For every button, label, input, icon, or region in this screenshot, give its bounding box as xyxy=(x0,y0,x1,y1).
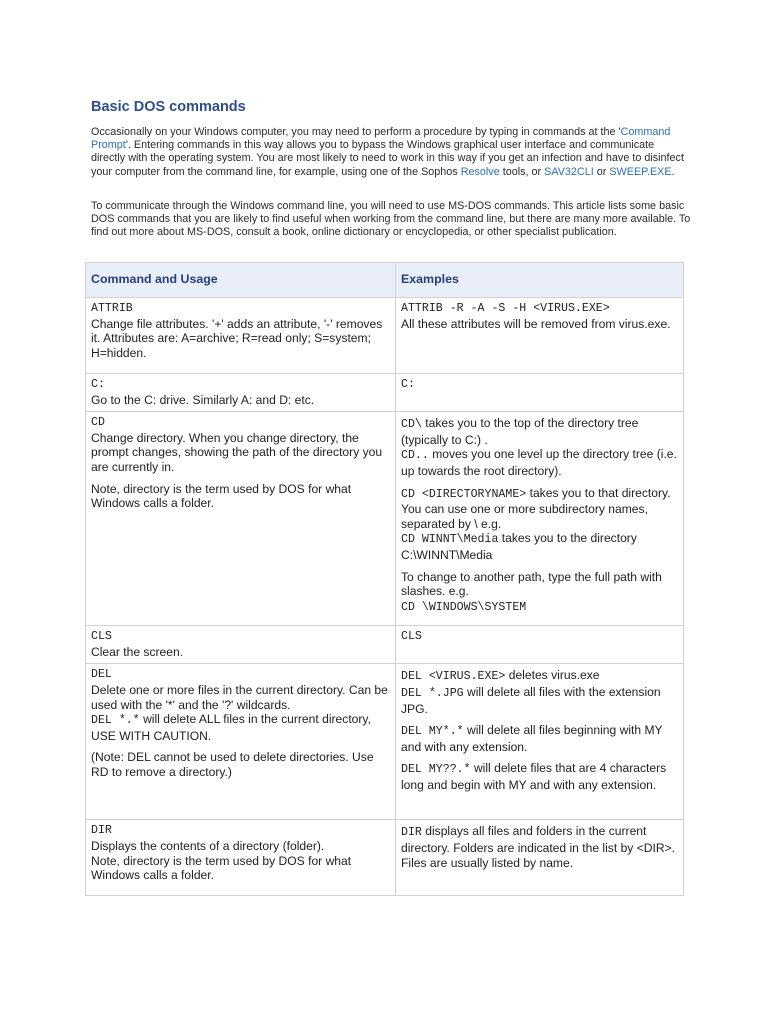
usage-cell xyxy=(86,412,396,626)
example-code: CD WINNT\Media xyxy=(401,533,499,547)
usage-note: (Note: DEL cannot be used to delete directories. Use RD to remove a directory.) xyxy=(91,750,374,779)
usage-cell xyxy=(86,820,396,896)
intro-text-a: Occasionally on your Windows computer, you may need to perform a procedure by typing in commands at the ' xyxy=(91,126,621,138)
intro-paragraph-1 xyxy=(91,126,691,179)
usage-text: will delete ALL files in the current directory, USE WITH CAUTION. xyxy=(91,712,371,743)
usage-cell xyxy=(86,374,396,412)
usage-cell xyxy=(86,298,396,374)
example-code: DIR xyxy=(401,826,422,840)
example-text: moves you one level up the directory tree (i.e. up towards the root directory). xyxy=(401,447,677,478)
command-name: ATTRIB xyxy=(91,302,133,315)
table-row-del xyxy=(86,664,684,820)
example-code: DEL MY??.* xyxy=(401,763,471,777)
sweep-exe-link[interactable]: SWEEP.EXE xyxy=(609,165,672,178)
resolve-link[interactable]: Resolve xyxy=(460,165,500,178)
example-text: takes you to the top of the directory tree (typically to C:) . xyxy=(401,416,639,447)
examples-cell xyxy=(396,412,684,626)
usage-text: Change directory. When you change directory, the prompt changes, showing the path of the directory you are currently in. xyxy=(91,430,383,474)
table-row-attrib xyxy=(86,298,684,374)
examples-cell xyxy=(396,626,684,664)
header-command-usage: Command and Usage xyxy=(86,263,396,298)
example-code: CLS xyxy=(401,630,422,644)
example-code: DEL *.JPG xyxy=(401,686,464,700)
usage-text: Displays the contents of a directory (folder). xyxy=(91,838,325,853)
examples-cell xyxy=(396,374,684,412)
example-code: DEL MY*.* xyxy=(401,725,464,739)
intro-text-d: or xyxy=(593,165,610,178)
example-text: deletes virus.exe xyxy=(505,668,600,683)
intro-paragraph-2: To communicate through the Windows command line, you will need to use MS-DOS commands. This article lists some basic DOS commands that you are likely to find useful when working from the command line, but there are many more available. To find out more about MS-DOS, consult a book, online dictionary or encyclopedia, or other specialist publication. xyxy=(91,200,691,239)
intro-text-c: tools, or xyxy=(499,165,545,178)
usage-cell xyxy=(86,626,396,664)
examples-cell xyxy=(396,664,684,820)
intro-text-b: '. Entering commands in this way allows you to bypass the Windows graphical user interface and communicate directly with the operating system. You are most likely to need to work in this way if you get an infection and have to disinfect your computer from the command line, for example, using one of the Sophos xyxy=(91,139,684,178)
table-header-row xyxy=(86,263,684,298)
table-row-cd xyxy=(86,412,684,626)
example-text: Files are usually listed by name. xyxy=(401,855,574,870)
intro-text-e: . xyxy=(671,165,675,178)
usage-text: Clear the screen. xyxy=(91,644,184,659)
command-name: CD xyxy=(91,416,105,430)
usage-text: Change file attributes. '+' adds an attribute, '-' removes it. Attributes are: A=archive; R=read only; S=system; H=hidden. xyxy=(91,316,383,360)
command-name: C: xyxy=(91,378,105,391)
usage-text: Delete one or more files in the current directory. Can be used with the '*' and the '?' wildcards. xyxy=(91,682,388,712)
command-name: DIR xyxy=(91,824,112,838)
header-examples: Examples xyxy=(396,263,684,298)
example-text: All these attributes will be removed from virus.exe. xyxy=(401,316,671,331)
example-text: will delete all files beginning with MY and with any extension. xyxy=(401,723,663,754)
example-text: will delete all files with the extension JPG. xyxy=(401,684,661,716)
page-title: Basic DOS commands xyxy=(91,99,246,115)
table-row-dir xyxy=(86,820,684,896)
example-code: C: xyxy=(401,378,415,391)
example-code: CD <DIRECTORYNAME> xyxy=(401,487,527,501)
example-text: takes you to that directory. You can use one or more subdirectory names, separated by \ e.g. xyxy=(401,485,671,531)
table-row-c-drive xyxy=(86,374,684,412)
usage-note: Note, directory is the term used by DOS for what Windows calls a folder. xyxy=(91,481,352,511)
example-text: To change to another path, type the full path with slashes. e.g. xyxy=(401,569,662,599)
examples-cell xyxy=(396,820,684,896)
example-text: displays all files and folders in the current directory. Folders are indicated in the list by <DIR>. xyxy=(401,824,676,855)
example-text: will delete files that are 4 characters long and begin with MY and with any extension. xyxy=(401,761,667,792)
example-text: takes you to the directory C:\WINNT\Media xyxy=(401,531,637,562)
example-code: ATTRIB -R -A -S -H <VIRUS.EXE> xyxy=(401,302,610,315)
command-prompt-link[interactable]: Command Prompt xyxy=(91,126,671,152)
command-name: DEL xyxy=(91,668,112,682)
example-code: CD\ xyxy=(401,418,422,432)
usage-code: DEL *.* xyxy=(91,714,140,728)
examples-cell xyxy=(396,298,684,374)
example-code: CD \WINDOWS\SYSTEM xyxy=(401,600,527,614)
commands-table xyxy=(85,262,684,896)
usage-note: Note, directory is the term used by DOS for what Windows calls a folder. xyxy=(91,853,352,883)
table-row-cls xyxy=(86,626,684,664)
example-code: CD.. xyxy=(401,449,429,463)
example-code: DEL <VIRUS.EXE> xyxy=(401,670,506,684)
usage-text: Go to the C: drive. Similarly A: and D: etc. xyxy=(91,392,315,407)
usage-cell xyxy=(86,664,396,820)
sav32cli-link[interactable]: SAV32CLI xyxy=(544,165,594,178)
command-name: CLS xyxy=(91,630,112,644)
